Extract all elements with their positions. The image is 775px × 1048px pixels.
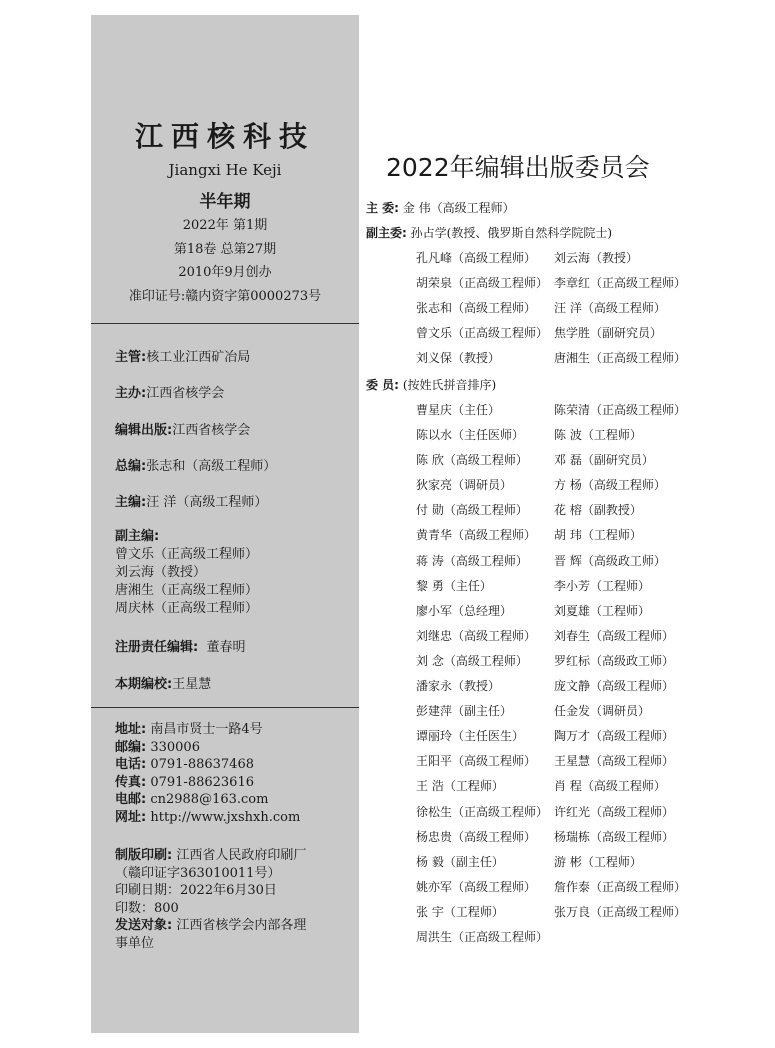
member-name: 刘夏雄（工程师） <box>554 603 651 618</box>
member-name: 陶万才（高级工程师） <box>554 729 675 744</box>
list-item <box>416 602 716 627</box>
masthead-label: 主管: <box>115 350 147 365</box>
journal-frequency: 半年期 <box>199 192 251 212</box>
issue-editor-label: 本期编校: <box>115 677 173 692</box>
list-item <box>416 426 716 451</box>
masthead-value: 核工业江西矿冶局 <box>146 350 251 365</box>
deputy-editors <box>115 528 258 618</box>
list-item <box>416 727 716 752</box>
masthead-value: 汪 洋（高级工程师） <box>146 495 268 510</box>
masthead-value: 江西省核学会 <box>172 423 251 438</box>
contact-label: 地址: <box>115 722 147 737</box>
contact-label: 电邮: <box>115 792 147 807</box>
postcode-value: 330006 <box>150 739 200 755</box>
member-name: 杨瑞栋（高级工程师） <box>554 829 675 844</box>
masthead-value: 江西省核学会 <box>146 386 225 401</box>
fax-value: 0791-88623616 <box>150 774 254 790</box>
member-name: 任金发（调研员） <box>554 704 651 719</box>
masthead-supervisor <box>115 346 250 365</box>
distribution-label: 发送对象: <box>115 918 173 933</box>
member-name: 肖 程（高级工程师） <box>554 779 666 794</box>
member-name: 刘义保（教授） <box>416 351 501 366</box>
chair-value: 金 伟（高级工程师） <box>402 201 515 215</box>
member-name: 陈 欣（高级工程师） <box>416 453 528 468</box>
list-item <box>416 652 716 677</box>
masthead-editor <box>115 491 267 510</box>
masthead-label: 主编: <box>115 495 147 510</box>
committee-chair <box>366 199 515 216</box>
member-name: 曾文乐（正高级工程师） <box>416 326 549 341</box>
masthead-value: 张志和（高级工程师） <box>146 459 277 474</box>
list-item <box>416 299 716 324</box>
list-item <box>416 324 716 349</box>
member-name: 花 榕（副教授） <box>554 503 642 518</box>
list-item <box>416 878 716 903</box>
printer-value: 江西省人民政府印刷厂 <box>176 848 307 863</box>
members-note: (按姓氏拼音排序) <box>402 378 497 392</box>
member-name: 胡荣泉（正高级工程师） <box>416 276 549 291</box>
list-item <box>416 828 716 853</box>
registered-editor <box>115 636 245 655</box>
list-item <box>416 552 716 577</box>
phone-value: 0791-88637468 <box>150 757 254 772</box>
printing-date: 印刷日期：2022年6月30日 <box>115 883 277 898</box>
list-item <box>416 577 716 602</box>
member-name: 王阳平（高级工程师） <box>416 754 537 769</box>
member-name: 潘家永（教授） <box>416 679 501 694</box>
printing-license: （赣印证字363010011号） <box>115 865 281 881</box>
member-name: 杨 毅（副主任） <box>416 854 504 869</box>
list-item <box>416 777 716 802</box>
member-name: 谭丽玲（主任医生） <box>416 729 525 744</box>
committee-members-header <box>366 376 496 393</box>
list-item <box>416 349 716 374</box>
list-item <box>416 677 716 702</box>
distribution-value: 江西省核学会内部各理 <box>176 918 307 933</box>
member-name: 蒋 涛（高级工程师） <box>416 553 528 568</box>
address-value: 南昌市贤士一路4号 <box>150 722 263 737</box>
member-name: 徐松生（正高级工程师） <box>416 804 549 819</box>
member-name: 许红光（高级工程师） <box>554 804 675 819</box>
website-value: http://www.jxshxh.com <box>150 809 301 825</box>
deputy-editor: 曾文乐（正高级工程师） <box>115 547 259 562</box>
issue-editor-value: 王星慧 <box>172 677 212 692</box>
member-name: 李章红（正高级工程师） <box>554 276 687 291</box>
member-name: 陈以水（主任医师） <box>416 428 525 443</box>
member-name: 游 彬（工程师） <box>554 854 642 869</box>
committee-vice-chair <box>366 224 612 241</box>
issue-editor <box>115 673 211 692</box>
deputy-editors-label: 副主编: <box>115 529 160 544</box>
member-name: 李小芳（工程师） <box>554 578 651 593</box>
member-name: 周洪生（正高级工程师） <box>416 929 549 944</box>
member-name: 曹星庆（主任） <box>416 403 501 417</box>
masthead-label: 主办: <box>115 386 147 401</box>
divider <box>91 707 359 708</box>
list-item <box>416 702 716 727</box>
vice-first: 孙占学(教授、俄罗斯自然科学院院士) <box>410 226 613 240</box>
email-value: cn2988@163.com <box>150 792 269 807</box>
member-name: 刘继忠（高级工程师） <box>416 628 537 643</box>
contact-label: 网址: <box>115 809 147 825</box>
contact-label: 邮编: <box>115 739 147 755</box>
masthead-panel <box>91 15 359 1033</box>
list-item <box>416 401 716 426</box>
masthead-sponsor <box>115 382 224 401</box>
member-name: 汪 洋（高级工程师） <box>554 301 666 316</box>
member-name: 黄青华（高级工程师） <box>416 528 537 543</box>
member-name: 姚亦军（高级工程师） <box>416 879 537 894</box>
member-name: 陈 波（工程师） <box>554 428 642 443</box>
member-name: 詹作泰（正高级工程师） <box>554 879 687 894</box>
member-name: 庞文静（高级工程师） <box>554 679 675 694</box>
member-name: 张 宇（工程师） <box>416 904 504 919</box>
member-name: 彭建萍（副主任） <box>416 704 513 719</box>
list-item <box>416 451 716 476</box>
committee-title: 2022年编辑出版委员会 <box>386 153 650 182</box>
member-name: 狄家亮（调研员） <box>416 478 513 493</box>
journal-founded: 2010年9月创办 <box>178 265 272 280</box>
contact-block <box>115 721 300 826</box>
member-name: 罗红标（高级政工师） <box>554 653 675 668</box>
vice-chair-list <box>416 249 716 374</box>
list-item <box>416 501 716 526</box>
member-name: 王 浩（工程师） <box>416 779 504 794</box>
journal-issue: 2022年 第1期 <box>182 218 268 233</box>
member-name: 付 勋（高级工程师） <box>416 503 528 518</box>
contact-label: 传真: <box>115 774 147 790</box>
member-name: 晋 辉（高级政工师） <box>554 553 666 568</box>
member-name: 方 杨（高级工程师） <box>554 478 666 493</box>
vice-label: 副主委: <box>366 226 407 240</box>
registered-editor-value: 董春明 <box>206 640 246 655</box>
member-name: 唐湘生（正高级工程师） <box>554 351 687 366</box>
member-name: 刘春生（高级工程师） <box>554 628 675 643</box>
member-name: 张志和（高级工程师） <box>416 301 537 316</box>
list-item <box>416 526 716 551</box>
list-item <box>416 853 716 878</box>
contact-label: 电话: <box>115 757 147 772</box>
printing-copies: 印数：800 <box>115 900 179 916</box>
member-name: 王星慧（高级工程师） <box>554 754 675 769</box>
journal-pinyin: Jiangxi He Keji <box>168 161 282 179</box>
divider <box>91 323 359 324</box>
member-name: 邓 磊（副研究员） <box>554 453 654 468</box>
journal-permit: 准印证号:赣内资字第0000273号 <box>128 289 322 304</box>
chair-label: 主 委: <box>366 201 399 215</box>
list-item <box>416 274 716 299</box>
masthead-chief-editor <box>115 455 276 474</box>
list-item <box>416 476 716 501</box>
distribution-value-cont: 事单位 <box>115 935 155 951</box>
masthead-publisher <box>115 419 250 438</box>
deputy-editor: 刘云海（教授） <box>115 565 207 580</box>
list-item <box>416 928 716 953</box>
member-name: 刘 念（高级工程师） <box>416 653 528 668</box>
member-name: 张万良（正高级工程师） <box>554 904 687 919</box>
member-name: 刘云海（教授） <box>554 251 639 265</box>
masthead-label: 编辑出版: <box>115 423 173 438</box>
list-item <box>416 752 716 777</box>
deputy-editor: 周庆林（正高级工程师） <box>115 601 259 616</box>
printing-block <box>115 847 306 952</box>
member-name: 杨忠贵（高级工程师） <box>416 829 537 844</box>
list-item <box>416 627 716 652</box>
member-name: 黎 勇（主任） <box>416 578 492 593</box>
list-item <box>416 249 716 274</box>
member-name: 陈荣清（正高级工程师） <box>554 403 687 417</box>
member-name: 孔凡峰（高级工程师） <box>416 251 537 265</box>
deputy-editor: 唐湘生（正高级工程师） <box>115 583 259 598</box>
journal-name: 江西核科技 <box>134 120 315 153</box>
registered-editor-label: 注册责任编辑: <box>115 640 199 655</box>
member-name: 廖小军（总经理） <box>416 603 513 618</box>
member-name: 胡 玮（工程师） <box>554 528 642 543</box>
masthead-label: 总编: <box>115 459 147 474</box>
list-item <box>416 803 716 828</box>
journal-volume: 第18卷 总第27期 <box>173 242 277 257</box>
member-list <box>416 401 716 953</box>
member-name: 焦学胜（副研究员） <box>554 326 663 341</box>
printing-label: 制版印刷: <box>115 848 173 863</box>
list-item <box>416 903 716 928</box>
members-label: 委 员: <box>366 378 399 392</box>
